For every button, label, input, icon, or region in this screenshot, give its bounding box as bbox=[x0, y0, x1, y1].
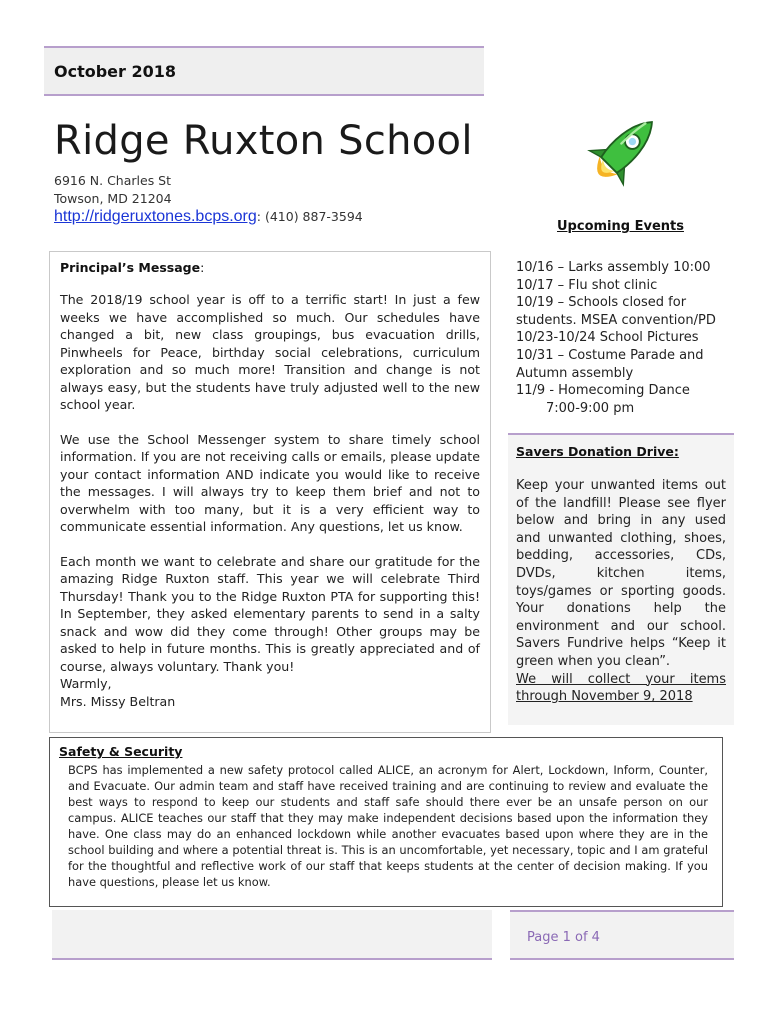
school-website-link[interactable]: http://ridgeruxtones.bcps.org bbox=[54, 208, 257, 225]
event-item-time: 7:00-9:00 pm bbox=[546, 400, 635, 416]
contact-line bbox=[54, 208, 363, 226]
school-name: Ridge Ruxton School bbox=[54, 118, 473, 164]
principal-message-heading bbox=[60, 260, 480, 275]
event-item: 10/17 – Flu shot clinic bbox=[516, 277, 658, 293]
event-item: 10/16 – Larks assembly 10:00 bbox=[516, 260, 711, 275]
principal-signature: Mrs. Missy Beltran bbox=[60, 693, 176, 709]
savers-heading: Savers Donation Drive: bbox=[516, 444, 679, 459]
savers-deadline: We will collect your items through November 9, 2018 bbox=[516, 671, 726, 705]
savers-body-text: Keep your unwanted items out of the landfill! Please see flyer below and bring in any used and unwanted clothing, shoes, bedding, accessories, CDs, DVDs, kitchen items, toys/games or sporting goods. Your donations help the environment and our school. Savers Fundrive helps “Keep it green when you clean”. bbox=[516, 478, 726, 669]
safety-body: BCPS has implemented a new safety protocol called ALICE, an acronym for Alert, Lockdown, Inform, Counter, and Evacuate. Our admin team and staff have received training and are continuing to review and evaluate the best ways to respond to keep our students and staff safe should there ever be an unsafe person on our campus. ALICE teaches our staff that they may make independent decisions based upon the information they have. One class may do an enhanced lockdown while another evacuates based upon where they are in the school building and where a potential threat is. This is an uncomfortable, yet necessary, topic and I am grateful for the thoughtful and reflective work of our staff that keeps students at the center of decision making. If you have questions, please let us know. bbox=[68, 763, 708, 889]
event-item: 10/23-10/24 School Pictures bbox=[516, 330, 699, 346]
school-phone: : (410) 887-3594 bbox=[256, 209, 363, 224]
savers-donation-box bbox=[508, 433, 734, 725]
principal-heading-colon: : bbox=[200, 260, 205, 275]
footer-band-right bbox=[510, 910, 734, 960]
event-item: 10/31 – Costume Parade and Autumn assembly bbox=[516, 347, 704, 381]
principal-paragraph: We use the School Messenger system to share timely school information. If you are not receiving calls or emails, please update your contact information AND indicate you would like to receive the messages. I will always try to keep them brief and not to overwhelm with too many, but it is a very efficient way to communicate essential information. Any questions, let us know. bbox=[60, 431, 480, 534]
event-item: 10/19 – Schools closed for students. MSEA convention/PD bbox=[516, 295, 716, 328]
principal-heading-text: Principal’s Message bbox=[60, 260, 201, 275]
principal-paragraph: Each month we want to celebrate and share our gratitude for the amazing Ridge Ruxton staff. This year we will celebrate Third Thursday! Thank you to the Ridge Ruxton PTA for supporting this! In September, they asked elementary parents to send in a salty snack and wow did they come through! Other groups may be asked to help in future months. This is greatly appreciated and of course, always voluntary. Thank you! bbox=[60, 553, 480, 674]
address-city: Towson, MD 21204 bbox=[54, 191, 172, 206]
safety-security-box bbox=[49, 737, 723, 907]
principal-closing: Warmly, bbox=[60, 676, 112, 691]
newsletter-month: October 2018 bbox=[54, 62, 177, 81]
savers-description bbox=[516, 477, 726, 706]
principal-message-box bbox=[49, 251, 491, 733]
rocket-icon bbox=[576, 106, 668, 198]
principal-paragraph: The 2018/19 school year is off to a terrific start! In just a few weeks we have accomplished so much. Our schedules have changed a bit, new class groupings, bus evacuation drills, Pinwheels for Peace, birthday social celebrations, curriculum exploration and so much more! Transition and change is not always easy, but the students have truly adjusted well to the new school year. bbox=[60, 292, 480, 412]
safety-heading: Safety & Security bbox=[59, 744, 183, 759]
month-banner bbox=[44, 46, 484, 96]
upcoming-events-list bbox=[516, 259, 731, 417]
footer-band-left bbox=[52, 910, 492, 960]
address-street: 6916 N. Charles St bbox=[54, 173, 172, 188]
upcoming-events-heading: Upcoming Events bbox=[557, 219, 684, 234]
event-item: 11/9 - Homecoming Dance bbox=[516, 383, 690, 399]
page-number: Page 1 of 4 bbox=[527, 930, 600, 945]
